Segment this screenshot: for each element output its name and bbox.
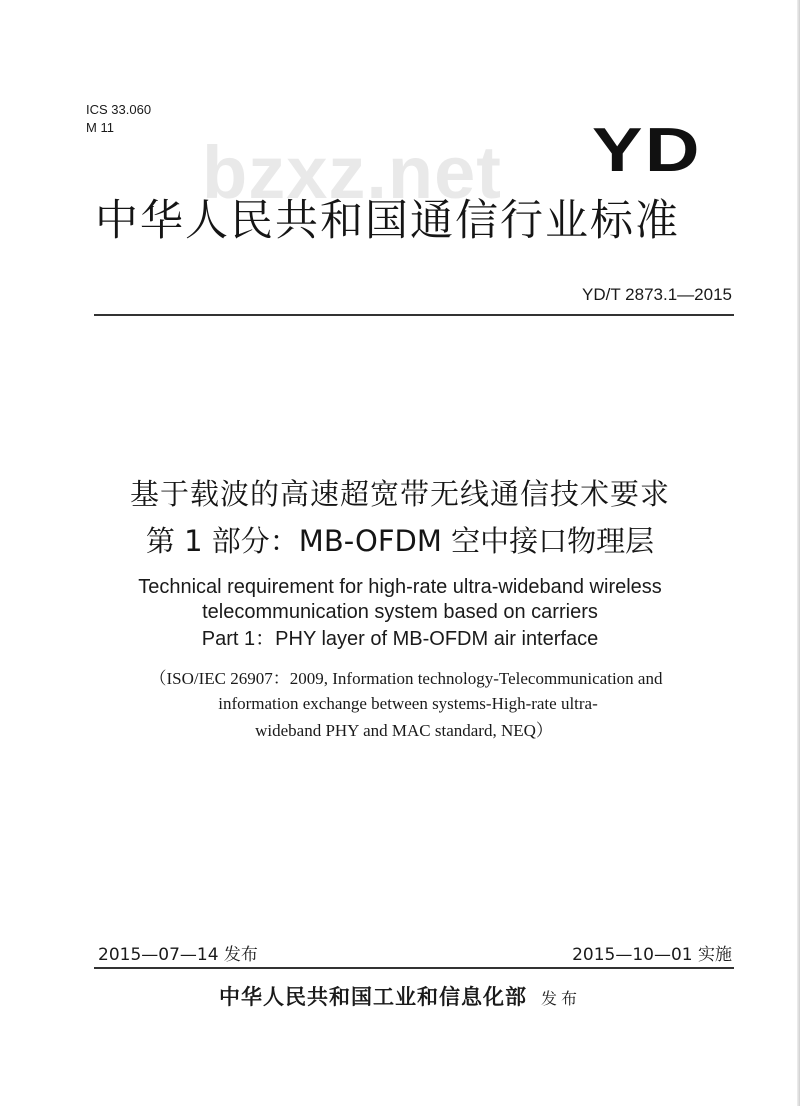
publisher-name: 中华人民共和国工业和信息化部	[218, 984, 527, 1009]
ccs-code: M 11	[86, 120, 114, 135]
title-cn-line2: 第 1 部分：MB-OFDM 空中接口物理层	[145, 524, 655, 558]
reference-line2: information exchange between systems-High-rate ultra-	[218, 694, 598, 713]
watermark: bzxz.net	[202, 131, 502, 214]
implementation-date: 2015—10—01 实施	[572, 945, 732, 965]
reference-line3: wideband PHY and MAC standard, NEQ）	[255, 721, 553, 740]
standard-number: YD/T 2873.1—2015	[582, 285, 732, 304]
title-cn-line1: 基于载波的高速超宽带无线通信技术要求	[129, 477, 670, 511]
publisher	[0, 983, 800, 1013]
bottom-divider	[94, 967, 734, 969]
title-en-line3: Part 1：PHY layer of MB-OFDM air interface	[201, 628, 599, 650]
title-en-line1: Technical requirement for high-rate ultra-wideband wireless	[138, 576, 662, 598]
publisher-action: 发布	[540, 989, 581, 1008]
org-title: 中华人民共和国通信行业标准	[95, 196, 680, 246]
yd-logo: YD	[592, 116, 702, 185]
top-divider	[94, 314, 734, 316]
ics-code: ICS 33.060	[86, 102, 152, 117]
issue-date: 2015—07—14 发布	[98, 945, 258, 965]
classification-codes	[86, 101, 151, 137]
reference-line1: （ISO/IEC 26907：2009, Information technology-Telecommunication and	[149, 669, 663, 688]
title-en-line2: telecommunication system based on carriers	[202, 601, 598, 623]
